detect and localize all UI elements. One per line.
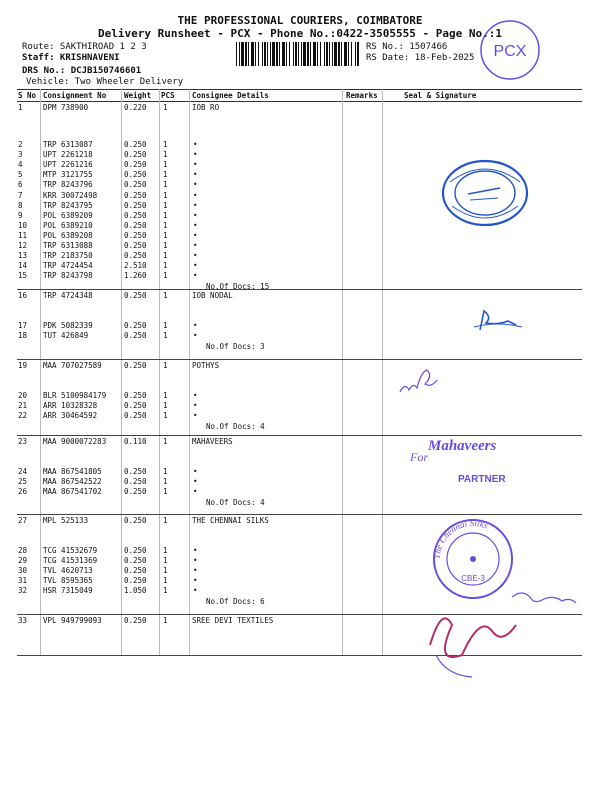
row-consignment-no: TCG 41532679	[43, 546, 98, 555]
row-sno: 11	[18, 230, 28, 240]
row-weight: 0.250	[124, 200, 147, 210]
route-label: Route: SAKTHIROAD 1 2 3	[22, 42, 147, 52]
row-pcs: 1	[163, 230, 168, 240]
mahaveers-stamp-name: Mahaveers	[428, 438, 497, 454]
barcode	[236, 42, 362, 66]
row-weight: 0.250	[124, 546, 147, 555]
row-consignment-no: MAA 707027589	[43, 361, 102, 370]
row-weight: 1.260	[124, 271, 147, 281]
row-weight: 0.250	[124, 251, 147, 261]
row-sno: 9	[18, 210, 23, 220]
iob-bank-seal-stamp	[440, 158, 530, 228]
row-weight: 2.510	[124, 261, 147, 271]
row-consignment-no: MPL 525133	[43, 516, 89, 525]
row-consignment-no: ARR 30464592	[43, 411, 98, 421]
row-sno: 15	[18, 271, 28, 281]
col-divider	[342, 89, 343, 655]
row-bullet: •	[193, 391, 198, 400]
row-consignment-no: TVL 8595365	[43, 576, 93, 586]
row-pcs: 1	[163, 477, 168, 487]
row-pcs: 1	[163, 140, 168, 149]
row-consignment-no: POL 6389209	[43, 210, 93, 220]
row-bullet: •	[193, 331, 198, 341]
row-sno: 17	[18, 321, 28, 330]
row-consignment-no: MAA 867541702	[43, 487, 102, 497]
col-seal: Seal & Signature	[404, 91, 477, 100]
consignee-name: MAHAVEERS	[192, 437, 233, 446]
row-weight: 0.250	[124, 170, 147, 180]
row-sno: 4	[18, 160, 23, 170]
row-sno: 3	[18, 150, 23, 160]
row-sno: 7	[18, 190, 23, 200]
row-bullet: •	[193, 477, 198, 487]
docs-count: No.Of Docs: 15	[206, 282, 270, 292]
mahaveers-stamp-partner: PARTNER	[458, 474, 506, 485]
row-consignment-no: ARR 10328328	[43, 401, 98, 411]
row-pcs: 1	[163, 516, 168, 525]
row-sno: 27	[18, 516, 28, 525]
row-weight: 0.250	[124, 467, 147, 476]
row-consignment-no: TRP 4724454	[43, 261, 93, 271]
row-bullet: •	[193, 220, 198, 230]
row-weight: 0.110	[124, 437, 147, 446]
row-pcs: 1	[163, 556, 168, 566]
col-divider	[40, 89, 41, 655]
row-sno: 31	[18, 576, 28, 586]
pcx-stamp	[478, 18, 542, 82]
row-pcs: 1	[163, 160, 168, 170]
row-pcs: 1	[163, 200, 168, 210]
row-consignment-no: TRP 8243798	[43, 271, 93, 281]
row-weight: 0.250	[124, 321, 147, 330]
row-pcs: 1	[163, 586, 168, 596]
consignee-name: THE CHENNAI SILKS	[192, 516, 269, 525]
row-bullet: •	[193, 160, 198, 170]
row-consignment-no: TRP 8243795	[43, 200, 93, 210]
row-bullet: •	[193, 556, 198, 566]
row-weight: 0.250	[124, 210, 147, 220]
row-pcs: 1	[163, 391, 168, 400]
row-pcs: 1	[163, 210, 168, 220]
row-consignment-no: BLR 5100984179	[43, 391, 107, 400]
row-bullet: •	[193, 261, 198, 271]
row-weight: 0.250	[124, 556, 147, 566]
signature-scribble	[395, 362, 445, 402]
row-weight: 0.250	[124, 566, 147, 576]
row-sno: 29	[18, 556, 28, 566]
row-pcs: 1	[163, 361, 168, 370]
row-sno: 33	[18, 616, 28, 625]
row-sno: 2	[18, 140, 23, 149]
row-consignment-no: TRP 6313088	[43, 241, 93, 250]
table-header-rule	[17, 101, 582, 102]
row-pcs: 1	[163, 271, 168, 281]
signature-scribble	[422, 585, 582, 685]
row-consignment-no: UPT 2261218	[43, 150, 93, 160]
row-pcs: 1	[163, 103, 168, 112]
vehicle-label: Vehicle: Two Wheeler Delivery	[26, 77, 184, 87]
row-consignment-no: POL 6389210	[43, 220, 93, 230]
row-pcs: 1	[163, 170, 168, 180]
row-pcs: 1	[163, 616, 168, 625]
row-sno: 26	[18, 487, 28, 497]
row-consignment-no: TRP 4724348	[43, 291, 93, 300]
row-consignment-no: POL 6389208	[43, 230, 93, 240]
row-weight: 0.250	[124, 616, 147, 625]
row-weight: 0.250	[124, 401, 147, 411]
row-weight: 1.050	[124, 586, 147, 596]
row-bullet: •	[193, 566, 198, 576]
group-separator	[17, 359, 582, 360]
row-sno: 1	[18, 103, 23, 112]
row-weight: 0.250	[124, 411, 147, 421]
row-pcs: 1	[163, 251, 168, 261]
row-consignment-no: PDK 5082339	[43, 321, 93, 330]
row-pcs: 1	[163, 566, 168, 576]
consignee-name: POTHYS	[192, 361, 220, 370]
group-separator	[17, 289, 582, 290]
row-consignment-no: TRP 2183750	[43, 251, 93, 261]
row-consignment-no: DPM 738900	[43, 103, 89, 112]
chennai-silks-seal-city: CBE-3	[461, 574, 485, 583]
row-pcs: 1	[163, 437, 168, 446]
row-sno: 30	[18, 566, 28, 576]
row-sno: 19	[18, 361, 28, 370]
row-bullet: •	[193, 251, 198, 261]
row-consignment-no: VPL 949799093	[43, 616, 102, 625]
row-consignment-no: MAA 867542522	[43, 477, 102, 487]
row-bullet: •	[193, 546, 198, 555]
row-bullet: •	[193, 321, 198, 330]
consignee-name: SREE DEVI TEXTILES	[192, 616, 274, 625]
rs-number: RS No.: 1507466	[366, 42, 448, 52]
col-divider	[159, 89, 160, 655]
row-sno: 16	[18, 291, 28, 300]
row-bullet: •	[193, 411, 198, 421]
row-weight: 0.250	[124, 241, 147, 250]
runsheet-header-company: THE PROFESSIONAL COURIERS, COIMBATORE	[177, 14, 423, 27]
row-bullet: •	[193, 200, 198, 210]
row-bullet: •	[193, 487, 198, 497]
row-consignment-no: KRR 30072498	[43, 190, 98, 200]
row-pcs: 1	[163, 180, 168, 190]
row-bullet: •	[193, 401, 198, 411]
row-consignment-no: UPT 2261216	[43, 160, 93, 170]
row-weight: 0.250	[124, 361, 147, 370]
row-bullet: •	[193, 210, 198, 220]
row-bullet: •	[193, 180, 198, 190]
row-weight: 0.250	[124, 230, 147, 240]
row-weight: 0.250	[124, 150, 147, 160]
row-bullet: •	[193, 467, 198, 476]
docs-count: No.Of Docs: 6	[206, 597, 265, 607]
docs-count: No.Of Docs: 4	[206, 498, 265, 508]
row-sno: 10	[18, 220, 28, 230]
row-pcs: 1	[163, 401, 168, 411]
consignee-name: IOB RO	[192, 103, 220, 112]
row-sno: 25	[18, 477, 28, 487]
row-sno: 14	[18, 261, 28, 271]
group-separator	[17, 435, 582, 436]
row-consignment-no: TRP 8243796	[43, 180, 93, 190]
row-consignment-no: MAA 867541805	[43, 467, 102, 476]
row-sno: 6	[18, 180, 23, 190]
row-bullet: •	[193, 140, 198, 149]
col-divider	[121, 89, 122, 655]
staff-label: Staff: KRISHNAVENI	[22, 53, 120, 63]
row-sno: 28	[18, 546, 28, 555]
row-pcs: 1	[163, 190, 168, 200]
row-pcs: 1	[163, 467, 168, 476]
col-divider	[189, 89, 190, 655]
row-sno: 18	[18, 331, 28, 341]
row-pcs: 1	[163, 487, 168, 497]
runsheet-header-title: Delivery Runsheet - PCX - Phone No.:0422-3505555 - Page No.:1	[98, 27, 502, 40]
col-pcs: PCS	[161, 91, 175, 100]
rs-date: RS Date: 18-Feb-2025	[366, 53, 475, 63]
row-weight: 0.250	[124, 477, 147, 487]
row-sno: 23	[18, 437, 28, 446]
row-pcs: 1	[163, 150, 168, 160]
row-weight: 0.250	[124, 180, 147, 190]
row-weight: 0.220	[124, 103, 147, 112]
row-consignment-no: TRP 6313087	[43, 140, 93, 149]
row-bullet: •	[193, 576, 198, 586]
row-sno: 13	[18, 251, 28, 261]
pcx-stamp-text: PCX	[493, 43, 527, 60]
row-weight: 0.250	[124, 516, 147, 525]
row-bullet: •	[193, 586, 198, 596]
group-separator	[17, 514, 582, 515]
col-weight: Weight	[124, 91, 152, 100]
row-sno: 21	[18, 401, 28, 411]
docs-count: No.Of Docs: 4	[206, 422, 265, 432]
row-sno: 20	[18, 391, 28, 400]
row-sno: 32	[18, 586, 28, 596]
row-sno: 8	[18, 200, 23, 210]
svg-text:The Chennai Silks	[432, 518, 490, 559]
row-sno: 12	[18, 241, 28, 250]
row-weight: 0.250	[124, 190, 147, 200]
mahaveers-stamp-for: For	[410, 450, 428, 464]
row-consignment-no: MTP 3121755	[43, 170, 93, 180]
table-header	[17, 90, 582, 101]
row-bullet: •	[193, 241, 198, 250]
row-weight: 0.250	[124, 391, 147, 400]
row-sno: 5	[18, 170, 23, 180]
row-weight: 0.250	[124, 487, 147, 497]
consignee-name: IOB NODAL	[192, 291, 233, 300]
col-divider	[382, 89, 383, 655]
row-weight: 0.250	[124, 160, 147, 170]
row-consignment-no: MAA 9000072283	[43, 437, 107, 446]
row-consignment-no: TVL 4620713	[43, 566, 93, 576]
row-weight: 0.250	[124, 140, 147, 149]
row-consignment-no: TUT 426849	[43, 331, 89, 341]
docs-count: No.Of Docs: 3	[206, 342, 265, 352]
row-pcs: 1	[163, 411, 168, 421]
row-pcs: 1	[163, 291, 168, 300]
row-consignment-no: TCG 41531369	[43, 556, 98, 566]
row-bullet: •	[193, 190, 198, 200]
row-bullet: •	[193, 150, 198, 160]
row-weight: 0.250	[124, 331, 147, 341]
row-pcs: 1	[163, 241, 168, 250]
row-weight: 0.250	[124, 220, 147, 230]
col-consignment: Consignment No	[43, 91, 107, 100]
col-remarks: Remarks	[346, 91, 378, 100]
drs-number: DRS No.: DCJB150746601	[22, 66, 142, 76]
row-pcs: 1	[163, 546, 168, 555]
row-pcs: 1	[163, 331, 168, 341]
col-sno: S No	[18, 91, 37, 100]
row-weight: 0.250	[124, 291, 147, 300]
row-weight: 0.250	[124, 576, 147, 586]
row-bullet: •	[193, 230, 198, 240]
row-pcs: 1	[163, 576, 168, 586]
row-pcs: 1	[163, 321, 168, 330]
row-sno: 24	[18, 467, 28, 476]
signature-scribble	[470, 305, 525, 335]
row-consignment-no: HSR 7315049	[43, 586, 93, 596]
col-consignee: Consignee Details	[192, 91, 269, 100]
chennai-silks-seal-text: The Chennai Silks	[431, 518, 490, 560]
row-sno: 22	[18, 411, 28, 421]
row-bullet: •	[193, 271, 198, 281]
row-bullet: •	[193, 170, 198, 180]
row-pcs: 1	[163, 261, 168, 271]
row-pcs: 1	[163, 220, 168, 230]
